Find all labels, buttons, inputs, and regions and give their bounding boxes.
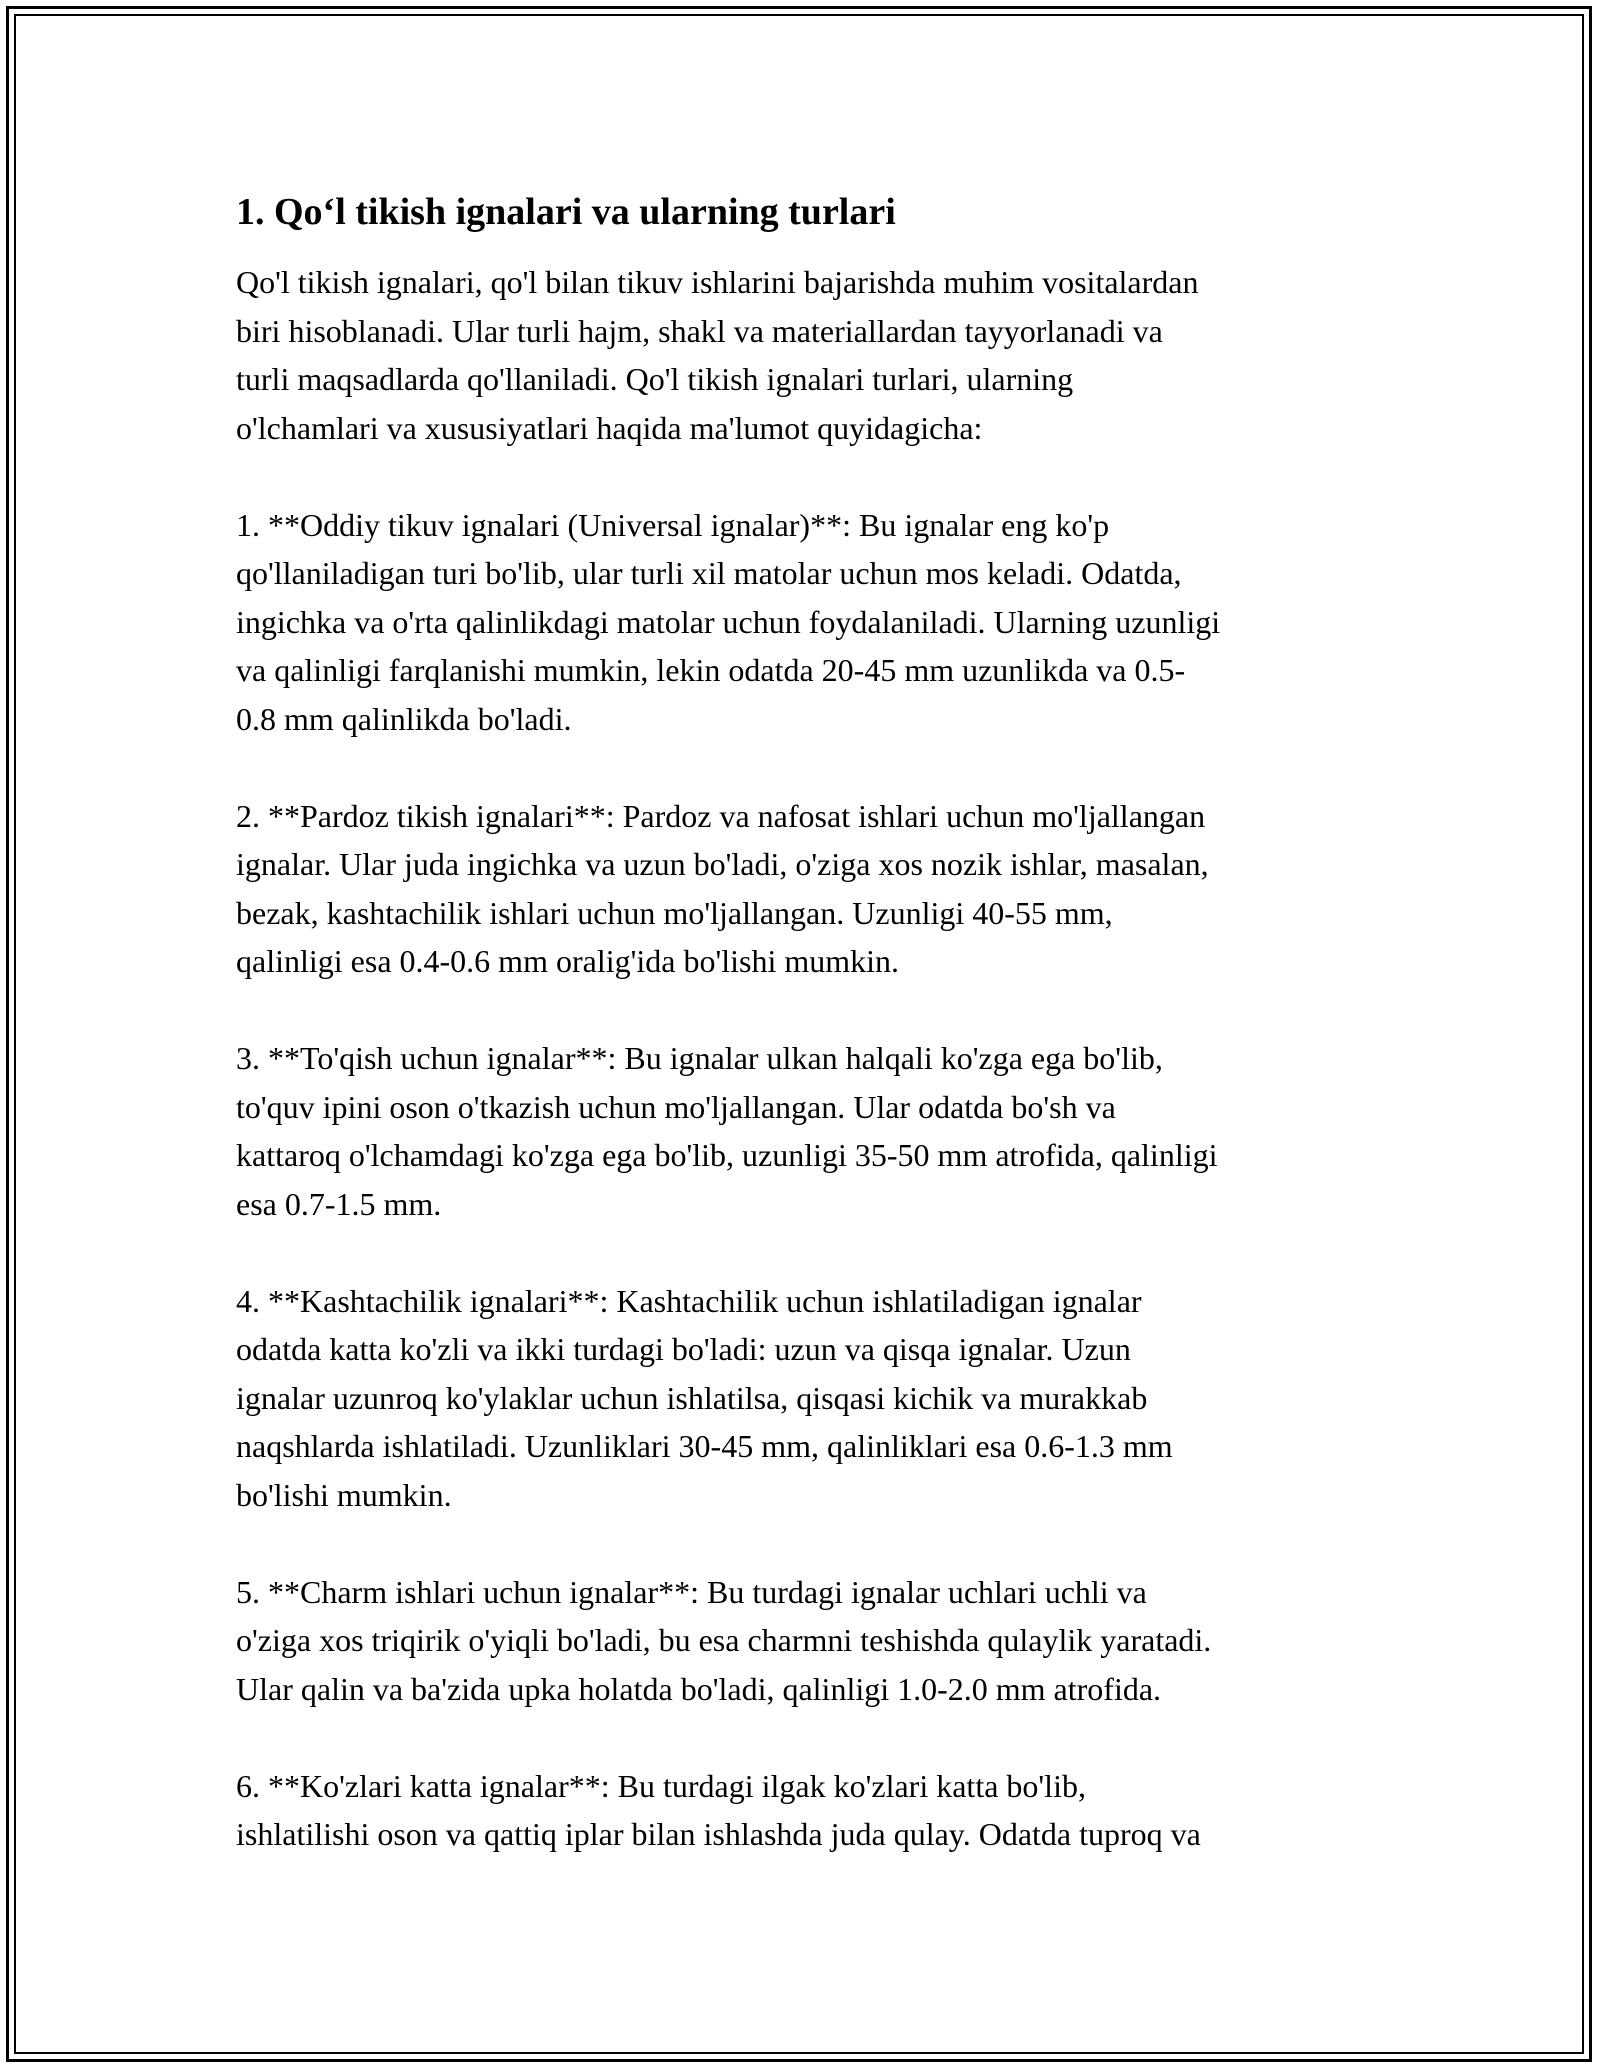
paragraph-item-2: 2. **Pardoz tikish ignalari**: Pardoz va nafosat ishlari uchun mo'ljallangan ignalar. Ular juda ingichka va uzun bo'ladi, o'ziga xos nozik ishlar, masalan, bezak, kashtachilik ishlari uchun mo'ljallangan. Uzunligi 40-55 mm, qalinligi esa 0.4-0.6 mm oralig'ida bo'lishi mumkin. bbox=[236, 797, 1209, 979]
paragraph-item-5: 5. **Charm ishlari uchun ignalar**: Bu turdagi ignalar uchlari uchli va o'ziga xos triqirik o'yiqli bo'ladi, bu esa charmni teshishda qulaylik yaratadi. Ular qalin va ba'zida upka holatda bo'ladi, qalinligi 1.0-2.0 mm atrofida. bbox=[236, 1573, 1212, 1707]
document-title: 1. Qo‘l tikish ignalari va ularning turlari bbox=[236, 191, 896, 233]
paragraph-item-4: 4. **Kashtachilik ignalari**: Kashtachilik uchun ishlatiladigan ignalar odatda katta ko'zli va ikki turdagi bo'ladi: uzun va qisqa ignalar. Uzun ignalar uzunroq ko'ylaklar uchun ishlatilsa, qisqasi kichik va murakkab naqshlarda ishlatiladi. Uzunliklari 30-45 mm, qalinliklari esa 0.6-1.3 mm bo'lishi mumkin. bbox=[236, 1282, 1173, 1513]
paragraph-intro: Qo'l tikish ignalari, qo'l bilan tikuv ishlarini bajarishda muhim vositalardan biri hisoblanadi. Ular turli hajm, shakl va materiallardan tayyorlanadi va turli maqsadlarda qo'llaniladi. Qo'l tikish ignalari turlari, ularning o'lchamlari va xususiyatlari haqida ma'lumot quyidagicha: bbox=[236, 264, 1199, 446]
paragraph-item-1: 1. **Oddiy tikuv ignalari (Universal ignalar)**: Bu ignalar eng ko'p qo'llaniladigan turi bo'lib, ular turli xil matolar uchun mos keladi. Odatda, ingichka va o'rta qalinlikdagi matolar uchun foydalaniladi. Ularning uzunligi va qalinligi farqlanishi mumkin, lekin odatda 20-45 mm uzunlikda va 0.5- 0.8 mm qalinlikda bo'ladi. bbox=[236, 506, 1221, 737]
paragraph-item-3: 3. **To'qish uchun ignalar**: Bu ignalar ulkan halqali ko'zga ega bo'lib, to'quv ipini oson o'tkazish uchun mo'ljallangan. Ular odatda bo'sh va kattaroq o'lchamdagi ko'zga ega bo'lib, uzunligi 35-50 mm atrofida, qalinligi esa 0.7-1.5 mm. bbox=[236, 1040, 1218, 1222]
document-body bbox=[236, 186, 1366, 1907]
paragraph-item-6: 6. **Ko'zlari katta ignalar**: Bu turdagi ilgak ko'zlari katta bo'lib, ishlatilishi oson va qattiq iplar bilan ishlashda juda qulay. Odatda tuproq va bbox=[236, 1767, 1201, 1852]
